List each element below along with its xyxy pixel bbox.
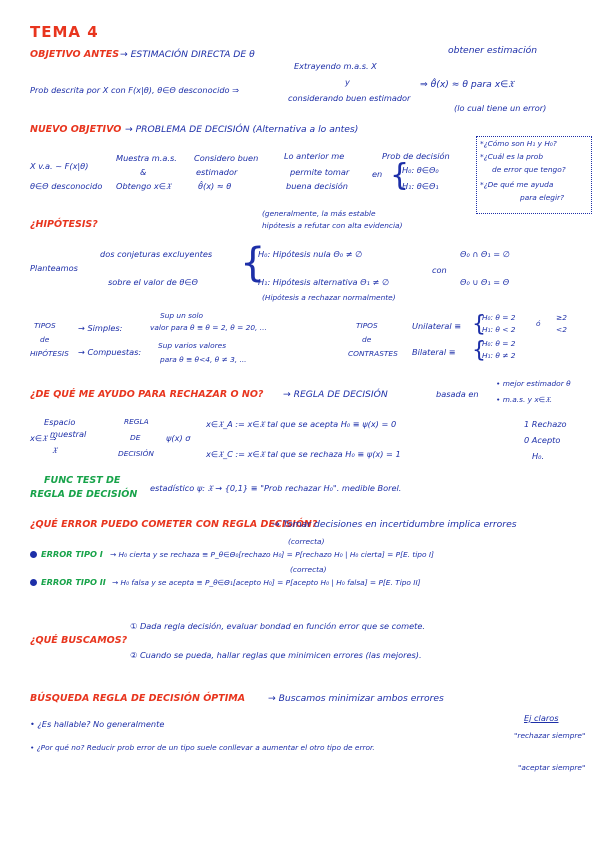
s2-c3b: estimador: [196, 167, 238, 177]
s3-dos2: sobre el valor de θ∈Θ: [108, 277, 198, 287]
star-bullet-icon: [30, 551, 37, 558]
s7-e2-label: [30, 578, 106, 587]
s7-e1: → H₀ cierta y se rechaza ≡ P_θ∈Θ₀[rechazo H₀] = P[rechazo H₀ | H₀ cierta] = P[E. tipo I]: [110, 550, 434, 559]
s4-tipos3: HIPÓTESIS: [30, 349, 69, 358]
s5-header: ¿DE QUÉ ME AYUDO PARA RECHAZAR O NO?: [30, 389, 264, 400]
s3-h1: H₁: Hipótesis alternativa Θ₁ ≠ ∅: [258, 277, 390, 287]
s5-regla3: DECISIÓN: [118, 449, 154, 458]
s9-header: BÚSQUEDA REGLA DE DECISIÓN ÓPTIMA: [30, 693, 246, 704]
s7-e1-label: [30, 550, 103, 559]
s4-simple: → Simples:: [78, 323, 123, 333]
s2-header: NUEVO OBJETIVO: [30, 124, 122, 135]
s3-dos1: dos conjeturas excluyentes: [100, 249, 213, 259]
s2-c2a: Muestra m.a.s.: [116, 153, 177, 163]
s7-e2lab: ERROR TIPO II: [41, 577, 106, 587]
s3-r2: Θ₀ ∪ Θ₁ = Θ: [460, 277, 510, 287]
s2-h0: H₀: θ∈Θ₀: [402, 165, 439, 175]
s5-b2: • m.a.s. y x∈𝔛.: [496, 395, 553, 404]
s4-uni-c: ≥2: [556, 313, 567, 322]
s4-tc2: de: [362, 335, 372, 344]
s7-correcta-1: (correcta): [288, 537, 325, 546]
s2-en: en: [372, 169, 383, 179]
s9-ej2: "aceptar siempre": [518, 763, 586, 772]
s5-regla2: DE: [130, 433, 141, 442]
s1-note: (lo cual tiene un error): [454, 103, 547, 113]
s5-esp3: x∈𝔛 ⇒: [30, 433, 57, 443]
s2-q2: *¿Cuál es la prob: [480, 152, 544, 161]
s2-arrow: → PROBLEMA DE DECISIÓN (Alternativa a lo antes): [125, 124, 359, 135]
s2-q1: *¿Cómo son H₁ y H₀?: [480, 139, 557, 148]
s2-c4a: Lo anterior me: [284, 151, 345, 161]
s1-line1: Prob descrita por X con F(x|θ), θ∈Θ desconocido ⇒: [30, 85, 240, 95]
s5-rc: x∈𝔛_C := x∈𝔛 tal que se rechaza H₀ ≡ ψ(x) = 1: [206, 449, 401, 459]
s7-correcta-2: (correcta): [290, 565, 327, 574]
s7-header: ¿QUÉ ERROR PUEDO COMETER CON REGLA DECISIÓN?: [30, 519, 318, 530]
s3-header: ¿HIPÓTESIS?: [30, 219, 98, 230]
s9-ej: Ej claros: [524, 713, 559, 723]
s2-c5: Prob de decisión: [382, 151, 450, 161]
s5-out1: 1 Rechazo: [524, 419, 567, 429]
s2-h1: H₁: θ∈Θ₁: [402, 181, 439, 191]
s2-q4: *¿De qué me ayuda: [480, 180, 554, 189]
s4-uni-d: <2: [556, 325, 567, 334]
s4-simple-a: Sup un solo: [160, 311, 204, 320]
s4-tipos1: TIPOS: [34, 321, 56, 330]
s7-arrow: → Tomar decisiones en incertidumbre implica errores: [272, 519, 517, 530]
s9-arrow: → Buscamos minimizar ambos errores: [268, 693, 444, 704]
s4-bil-b: H₁: θ ≠ 2: [482, 351, 516, 360]
s6-text: estadístico ψ: 𝔛 → {0,1} ≡ "Prob rechazar H₀". medible Borel.: [150, 483, 402, 493]
s1-result: ⇒ θ̂(x) ≈ θ para x∈𝔛: [420, 79, 514, 90]
s5-esp4: 𝔛: [52, 445, 58, 455]
star-bullet-icon: [30, 579, 37, 586]
s4-bil-brace: {: [472, 338, 486, 363]
s4-uni-o: ó: [536, 319, 541, 328]
s2-c3a: Considero buen: [194, 153, 259, 163]
s2-q5: para elegir?: [520, 193, 564, 202]
s3-r1: Θ₀ ∩ Θ₁ = ∅: [460, 249, 510, 259]
s2-c3c: θ̂(x) ≈ θ: [198, 181, 232, 191]
s5-out2: 0 Acepto: [524, 435, 561, 445]
s2-c4c: buena decisión: [286, 181, 348, 191]
s1-header: OBJETIVO ANTES: [30, 49, 120, 60]
s4-bil-a: H₀: θ = 2: [482, 339, 516, 348]
s4-comp-b: para θ ≡ θ<4, θ ≠ 3, ...: [160, 355, 247, 364]
s3-plant: Planteamos: [30, 263, 78, 273]
s6-func2: REGLA DE DECISIÓN: [30, 489, 138, 500]
s5-psi: ψ(x) σ: [166, 433, 191, 443]
s9-ej1: "rechazar siempre": [514, 731, 586, 740]
s5-arrow: → REGLA DE DECISIÓN: [283, 389, 388, 400]
s2-c4b: permite tomar: [290, 167, 350, 177]
s2-c1b: θ∈Θ desconocido: [30, 181, 103, 191]
s9-p2: • ¿Por qué no? Reducir prob error de un tipo suele conllevar a aumentar el otro tipo de error.: [30, 743, 375, 752]
s4-uni-brace: {: [472, 312, 486, 337]
s6-func1: FUNC TEST DE: [44, 475, 121, 486]
s4-tc3: CONTRASTES: [348, 349, 398, 358]
s8-header: ¿QUÉ BUSCAMOS?: [30, 635, 128, 646]
s4-comp: → Compuestas:: [78, 347, 142, 357]
s4-simple-b: valor para θ ≡ θ = 2, θ = 20, ...: [150, 323, 267, 332]
s3-brace: {: [240, 240, 266, 286]
s8-i2: ② Cuando se pueda, hallar reglas que minimicen errores (las mejores).: [130, 650, 422, 660]
s3-h1note: (Hipótesis a rechazar normalmente): [262, 293, 396, 302]
s4-uni: Unilateral ≡: [412, 321, 462, 331]
s5-out3: H₀.: [532, 451, 545, 461]
s4-uni-b: H₁: θ < 2: [482, 325, 516, 334]
s5-basada: basada en: [436, 389, 479, 399]
s1-goal: obtener estimación: [448, 45, 538, 56]
s5-esp2: muestral: [50, 429, 87, 439]
s7-e2: → H₀ falsa y se acepta ≡ P_θ∈Θ₁[acepto H₀] = P[acepto H₀ | H₀ falsa] = P[E. Tipo II]: [112, 578, 421, 587]
page-title: TEMA 4: [30, 23, 99, 41]
s2-h-brace: {: [390, 158, 410, 193]
s4-tc1: TIPOS: [356, 321, 378, 330]
s5-b1: • mejor estimador θ: [496, 379, 571, 388]
s3-note1: (generalmente, la más estable: [262, 209, 376, 218]
s2-c2c: Obtengo x∈𝔛: [116, 181, 171, 191]
s1-ext2: considerando buen estimador: [288, 93, 411, 103]
s1-ext-y: y: [345, 77, 350, 87]
s3-h0: H₀: Hipótesis nula Θ₀ ≠ ∅: [258, 249, 363, 259]
s8-i1: ① Dada regla decisión, evaluar bondad en función error que se comete.: [130, 621, 426, 631]
s9-p1: • ¿Es hallable? No generalmente: [30, 719, 165, 729]
s2-c1a: X v.a. ~ F(x|θ): [30, 161, 89, 171]
s3-note2: hipótesis a refutar con alta evidencia): [262, 221, 403, 230]
s5-ra: x∈𝔛_A := x∈𝔛 tal que se acepta H₀ ≡ ψ(x) = 0: [206, 419, 397, 429]
s5-regla1: REGLA: [124, 417, 149, 426]
s4-uni-a: H₀: θ = 2: [482, 313, 516, 322]
s2-c2b: &: [140, 167, 147, 177]
s5-esp1: Espacio: [44, 417, 76, 427]
s4-tipos2: de: [40, 335, 50, 344]
s4-bil: Bilateral ≡: [412, 347, 456, 357]
s7-e1lab: ERROR TIPO I: [41, 549, 103, 559]
s1-ext1: Extrayendo m.a.s. X: [294, 61, 377, 71]
s3-con: con: [432, 265, 447, 275]
s1-arrow: → ESTIMACIÓN DIRECTA DE θ: [120, 49, 255, 60]
s4-comp-a: Sup varios valores: [158, 341, 227, 350]
s2-q3: de error que tengo?: [492, 165, 566, 174]
